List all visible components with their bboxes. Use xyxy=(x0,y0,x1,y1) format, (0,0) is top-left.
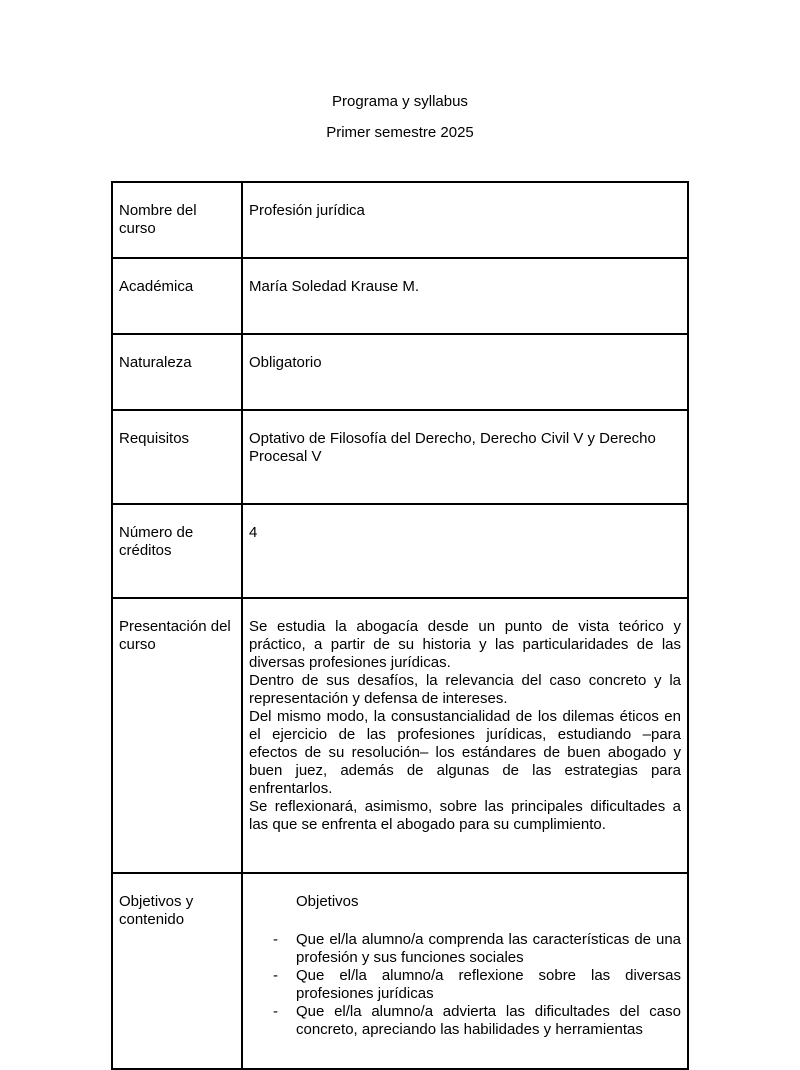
list-item xyxy=(249,1003,681,1039)
row-value-naturaleza: Obligatorio xyxy=(242,334,688,410)
list-item xyxy=(249,967,681,1003)
table-row xyxy=(112,258,688,334)
row-label-objetivos: Objetivos y contenido xyxy=(112,873,242,1069)
objective-text: Que el/la alumno/a advierta las dificultades del caso concreto, apreciando las habilidades y herramientas xyxy=(296,1003,681,1038)
table-row xyxy=(112,334,688,410)
table-row xyxy=(112,504,688,598)
row-label-academica: Académica xyxy=(112,258,242,334)
row-value-creditos: 4 xyxy=(242,504,688,598)
table-row xyxy=(112,410,688,504)
presentation-paragraph: Se estudia la abogacía desde un punto de vista teórico y práctico, a partir de su historia y las particularidades de las diversas profesiones jurídicas. xyxy=(249,618,681,671)
row-label-creditos: Número de créditos xyxy=(112,504,242,598)
row-label-requisitos: Requisitos xyxy=(112,410,242,504)
row-label-nombre: Nombre del curso xyxy=(112,182,242,258)
objectives-list xyxy=(249,931,681,1039)
presentation-paragraph: Dentro de sus desafíos, la relevancia del caso concreto y la representación y defensa de intereses. xyxy=(249,672,681,707)
document-subtitle: Primer semestre 2025 xyxy=(326,124,474,141)
list-item xyxy=(249,931,681,967)
objective-text: Que el/la alumno/a comprenda las características de una profesión y sus funciones sociales xyxy=(296,931,681,966)
presentation-paragraph: Se reflexionará, asimismo, sobre las principales dificultades a las que se enfrenta el abogado para su cumplimiento. xyxy=(249,798,681,833)
row-value-academica: María Soledad Krause M. xyxy=(242,258,688,334)
row-label-naturaleza: Naturaleza xyxy=(112,334,242,410)
syllabus-table xyxy=(111,181,689,1070)
table-row xyxy=(112,182,688,258)
objectives-heading: Objetivos xyxy=(296,893,359,910)
objective-text: Que el/la alumno/a reflexione sobre las diversas profesiones jurídicas xyxy=(296,967,681,1002)
presentation-paragraph: Del mismo modo, la consustancialidad de los dilemas éticos en el ejercicio de las profesiones jurídicas, estudiando –para efectos de su resolución– los estándares de buen abogado y buen juez, además de algunas de las estrategias para enfrentarlos. xyxy=(249,708,681,797)
row-value-requisitos: Optativo de Filosofía del Derecho, Derecho Civil V y Derecho Procesal V xyxy=(242,410,688,504)
bullet-dash: - xyxy=(273,931,278,948)
table-row xyxy=(112,873,688,1069)
row-label-presentacion: Presentación del curso xyxy=(112,598,242,873)
row-value-presentacion xyxy=(242,598,688,873)
row-value-nombre: Profesión jurídica xyxy=(242,182,688,258)
bullet-dash: - xyxy=(273,1003,278,1020)
document-title: Programa y syllabus xyxy=(332,93,468,110)
bullet-dash: - xyxy=(273,967,278,984)
row-value-objetivos xyxy=(242,873,688,1069)
table-row xyxy=(112,598,688,873)
